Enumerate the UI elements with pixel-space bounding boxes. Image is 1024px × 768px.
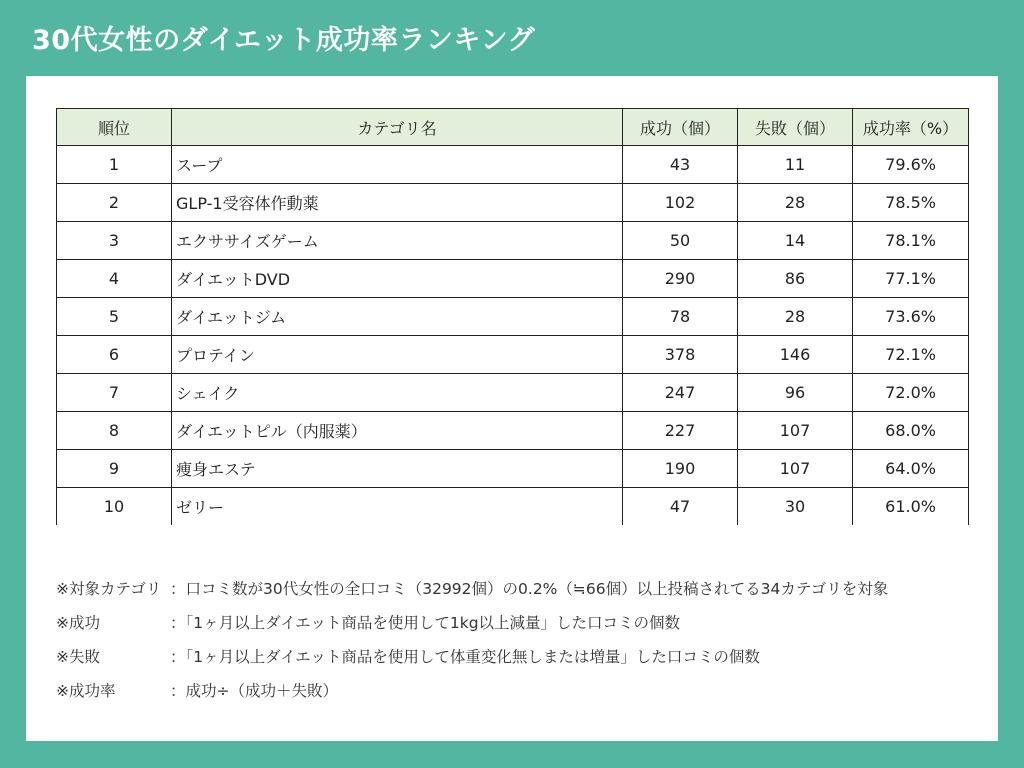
success-cell: 290 bbox=[623, 260, 738, 298]
rank-cell: 9 bbox=[57, 450, 172, 488]
category-cell: 痩身エステ bbox=[172, 450, 623, 488]
rank-cell: 3 bbox=[57, 222, 172, 260]
rate-cell: 78.1% bbox=[853, 222, 969, 260]
rate-cell: 73.6% bbox=[853, 298, 969, 336]
failure-cell: 28 bbox=[738, 298, 853, 336]
category-cell: ゼリー bbox=[172, 488, 623, 526]
success-cell: 50 bbox=[623, 222, 738, 260]
success-cell: 190 bbox=[623, 450, 738, 488]
note-target-category bbox=[56, 572, 888, 606]
note-text: ：口コミ数が30代女性の全口コミ（32992個）の0.2%（≒66個）以上投稿されてる34カテゴリを対象 bbox=[170, 580, 889, 598]
category-cell: ダイエットピル（内服薬） bbox=[172, 412, 623, 450]
rate-cell: 79.6% bbox=[853, 146, 969, 184]
note-text: ：成功÷（成功＋失敗） bbox=[170, 682, 338, 700]
note-rate bbox=[56, 674, 888, 708]
rank-cell: 7 bbox=[57, 374, 172, 412]
table-row bbox=[57, 450, 969, 488]
header-rank: 順位 bbox=[57, 109, 172, 146]
rate-cell: 72.0% bbox=[853, 374, 969, 412]
table-row bbox=[57, 260, 969, 298]
category-cell: シェイク bbox=[172, 374, 623, 412]
rate-cell: 61.0% bbox=[853, 488, 969, 526]
success-cell: 102 bbox=[623, 184, 738, 222]
note-label: ※対象カテゴリ bbox=[56, 580, 162, 598]
rank-cell: 2 bbox=[57, 184, 172, 222]
content-panel bbox=[26, 76, 998, 741]
rank-cell: 6 bbox=[57, 336, 172, 374]
header-category: カテゴリ名 bbox=[172, 109, 623, 146]
header-failure: 失敗（個） bbox=[738, 109, 853, 146]
table-row bbox=[57, 146, 969, 184]
success-cell: 47 bbox=[623, 488, 738, 526]
success-cell: 78 bbox=[623, 298, 738, 336]
footnotes bbox=[56, 572, 888, 708]
note-label: ※失敗 bbox=[56, 648, 100, 666]
table-row bbox=[57, 298, 969, 336]
failure-cell: 146 bbox=[738, 336, 853, 374]
note-label: ※成功 bbox=[56, 614, 100, 632]
table-row bbox=[57, 184, 969, 222]
note-label: ※成功率 bbox=[56, 682, 116, 700]
rank-cell: 5 bbox=[57, 298, 172, 336]
rate-cell: 77.1% bbox=[853, 260, 969, 298]
category-cell: プロテイン bbox=[172, 336, 623, 374]
category-cell: エクササイズゲーム bbox=[172, 222, 623, 260]
table-row bbox=[57, 222, 969, 260]
failure-cell: 30 bbox=[738, 488, 853, 526]
category-cell: GLP-1受容体作動薬 bbox=[172, 184, 623, 222]
rate-cell: 78.5% bbox=[853, 184, 969, 222]
rank-cell: 4 bbox=[57, 260, 172, 298]
failure-cell: 14 bbox=[738, 222, 853, 260]
table-row bbox=[57, 336, 969, 374]
failure-cell: 107 bbox=[738, 450, 853, 488]
failure-cell: 28 bbox=[738, 184, 853, 222]
header-rate: 成功率（%） bbox=[853, 109, 969, 146]
failure-cell: 11 bbox=[738, 146, 853, 184]
failure-cell: 86 bbox=[738, 260, 853, 298]
success-cell: 247 bbox=[623, 374, 738, 412]
ranking-table bbox=[56, 108, 969, 525]
rank-cell: 8 bbox=[57, 412, 172, 450]
table-row bbox=[57, 412, 969, 450]
rate-cell: 72.1% bbox=[853, 336, 969, 374]
failure-cell: 96 bbox=[738, 374, 853, 412]
note-text: ：「1ヶ月以上ダイエット商品を使用して1kg以上減量」した口コミの個数 bbox=[170, 614, 681, 632]
success-cell: 227 bbox=[623, 412, 738, 450]
table-row bbox=[57, 374, 969, 412]
success-cell: 378 bbox=[623, 336, 738, 374]
header-success: 成功（個） bbox=[623, 109, 738, 146]
table-row bbox=[57, 488, 969, 526]
category-cell: ダイエットDVD bbox=[172, 260, 623, 298]
note-text: ：「1ヶ月以上ダイエット商品を使用して体重変化無しまたは増量」した口コミの個数 bbox=[170, 648, 760, 666]
success-cell: 43 bbox=[623, 146, 738, 184]
note-success bbox=[56, 606, 888, 640]
rate-cell: 64.0% bbox=[853, 450, 969, 488]
table-header-row bbox=[57, 109, 969, 146]
page-title: 30代女性のダイエット成功率ランキング bbox=[32, 25, 536, 56]
rate-cell: 68.0% bbox=[853, 412, 969, 450]
failure-cell: 107 bbox=[738, 412, 853, 450]
rank-cell: 10 bbox=[57, 488, 172, 526]
category-cell: スープ bbox=[172, 146, 623, 184]
category-cell: ダイエットジム bbox=[172, 298, 623, 336]
rank-cell: 1 bbox=[57, 146, 172, 184]
note-failure bbox=[56, 640, 888, 674]
